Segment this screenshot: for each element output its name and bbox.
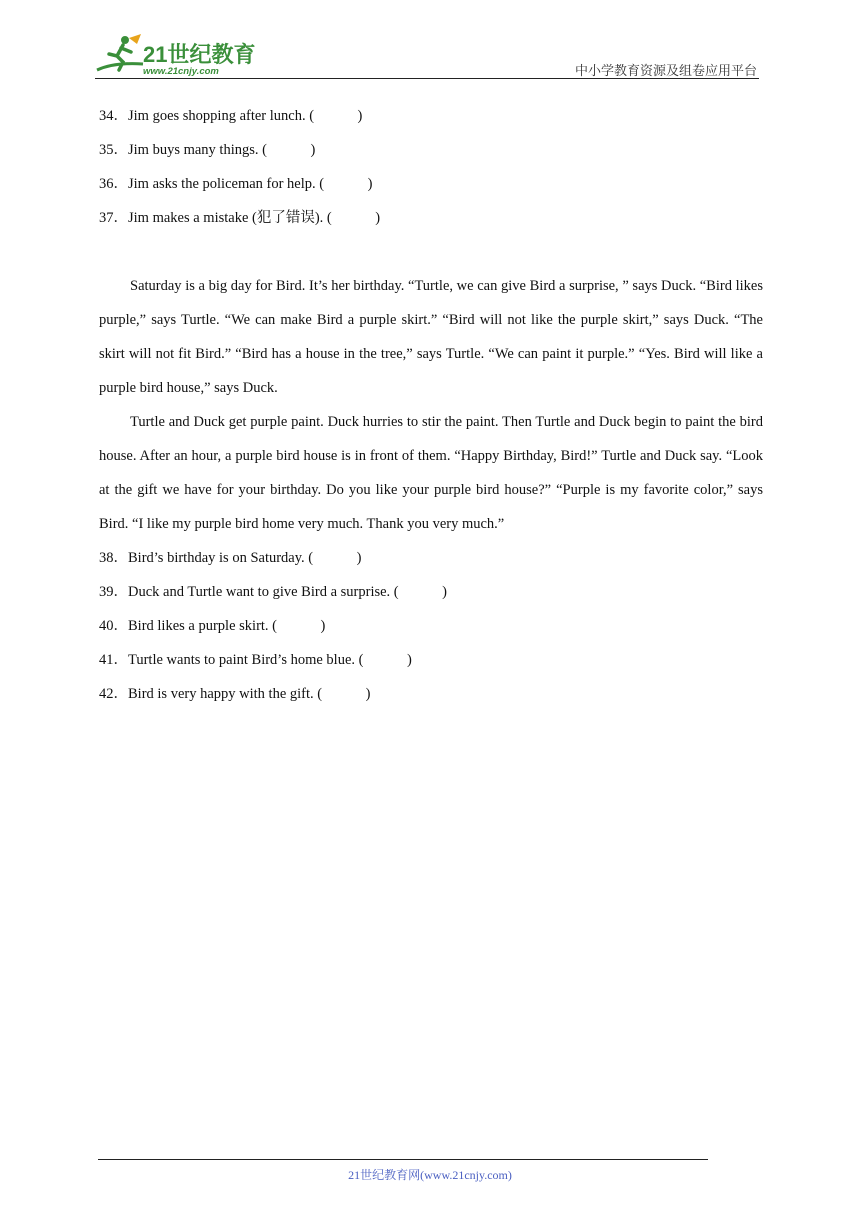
runner-logo-icon bbox=[95, 34, 145, 78]
question-item bbox=[99, 643, 763, 677]
question-item bbox=[99, 677, 763, 711]
question-item bbox=[99, 167, 763, 201]
logo-title: 21世纪教育 bbox=[143, 42, 256, 67]
question-text: Bird is very happy with the gift. ( ) bbox=[128, 686, 371, 702]
question-item bbox=[99, 133, 763, 167]
page-header bbox=[95, 30, 759, 79]
question-number: 38． bbox=[99, 550, 128, 566]
question-number: 41． bbox=[99, 652, 128, 668]
question-text: Bird’s birthday is on Saturday. ( ) bbox=[128, 550, 362, 566]
question-number: 34． bbox=[99, 108, 128, 124]
question-text: Duck and Turtle want to give Bird a surprise. ( ) bbox=[128, 584, 447, 600]
footer-divider bbox=[98, 1159, 708, 1160]
site-logo[interactable] bbox=[95, 34, 265, 78]
section-gap bbox=[99, 235, 763, 269]
question-item bbox=[99, 609, 763, 643]
question-item bbox=[99, 201, 763, 235]
passage-paragraph: Saturday is a big day for Bird. It’s her birthday. “Turtle, we can give Bird a surprise, ” says Duck. “Bird likes purple,” says Turtle. “We can make Bird a purple skirt.” “Bird will not like the purple skirt,” says Duck. “The skirt will not fit Bird.” “Bird has a house in the tree,” says Turtle. “We can paint it purple.” “Yes. Bird will like a purple bird house,” says Duck. bbox=[99, 278, 763, 396]
question-number: 42． bbox=[99, 686, 128, 702]
question-text: Bird likes a purple skirt. ( ) bbox=[128, 618, 326, 634]
question-item bbox=[99, 541, 763, 575]
question-number: 37． bbox=[99, 210, 128, 226]
question-item bbox=[99, 575, 763, 609]
passage-paragraph: Turtle and Duck get purple paint. Duck hurries to stir the paint. Then Turtle and Duck begin to paint the bird house. After an hour, a purple bird house is in front of them. “Happy Birthday, Bird!” Turtle and Duck say. “Look at the gift we have for your birthday. Do you like your purple bird house?” “Purple is my favorite color,” says Bird. “I like my purple bird home very much. Thank you very much.” bbox=[99, 414, 763, 532]
platform-name: 中小学教育资源及组卷应用平台 bbox=[574, 64, 757, 79]
question-text: Jim buys many things. ( ) bbox=[128, 142, 316, 158]
question-text: Jim makes a mistake (犯了错误). ( ) bbox=[128, 210, 381, 226]
question-number: 40． bbox=[99, 618, 128, 634]
question-text: Turtle wants to paint Bird’s home blue. ( ) bbox=[128, 652, 412, 668]
question-text: Jim goes shopping after lunch. ( ) bbox=[128, 108, 363, 124]
question-item bbox=[99, 99, 763, 133]
footer-link[interactable]: 21世纪教育网(www.21cnjy.com) bbox=[348, 1168, 512, 1182]
logo-url: www.21cnjy.com bbox=[143, 66, 219, 77]
question-number: 35． bbox=[99, 142, 128, 158]
question-text: Jim asks the policeman for help. ( ) bbox=[128, 176, 373, 192]
document-body bbox=[99, 99, 763, 711]
question-number: 39． bbox=[99, 584, 128, 600]
question-number: 36． bbox=[99, 176, 128, 192]
